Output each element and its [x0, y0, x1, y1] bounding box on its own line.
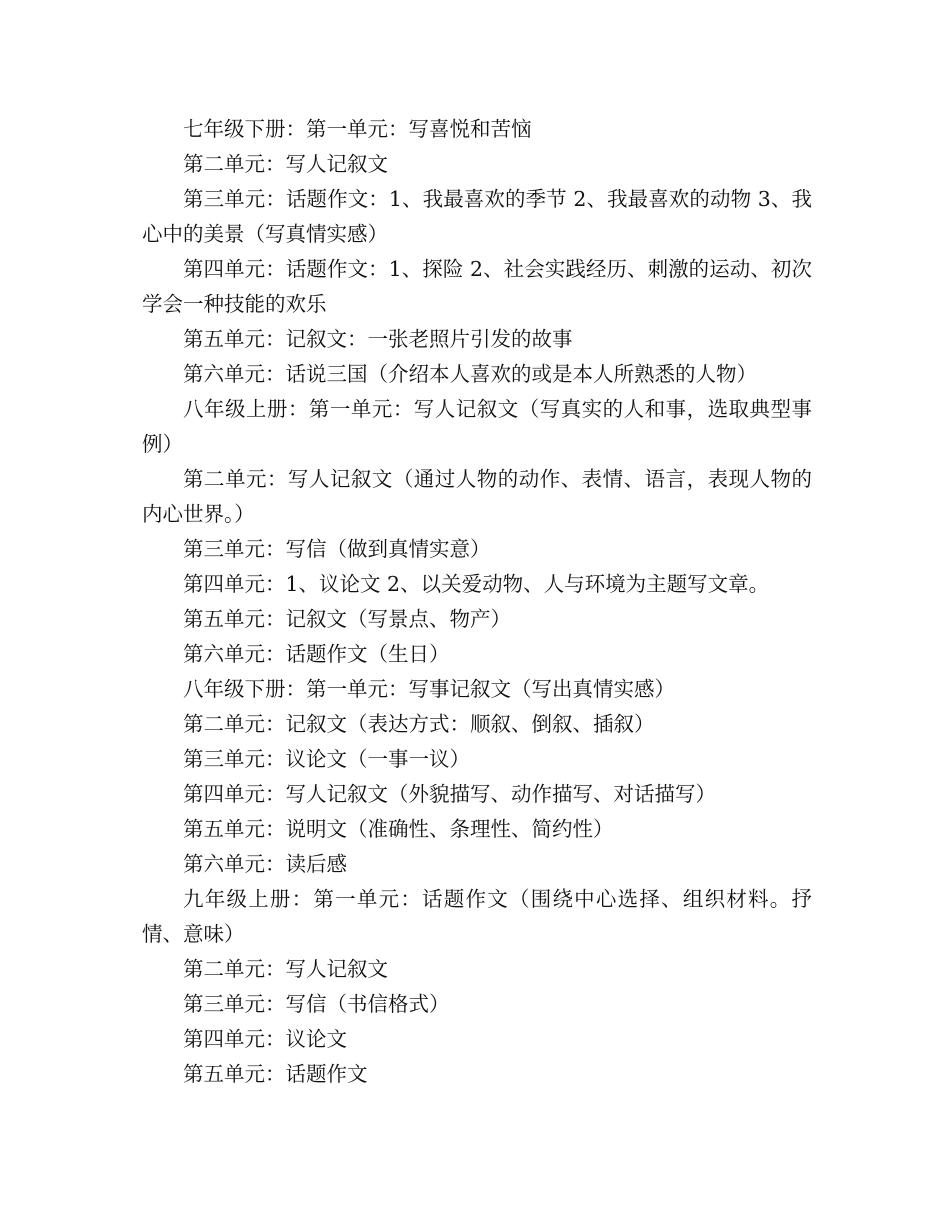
paragraph-grade7-book2-unit5: 第五单元：记叙文：一张老照片引发的故事 [183, 327, 573, 351]
paragraph-grade7-book2-unit1: 七年级下册：第一单元：写喜悦和苦恼 [183, 117, 532, 141]
paragraph-grade8-book1-unit5: 第五单元：记叙文（写景点、物产） [183, 607, 511, 631]
paragraph-grade8-book1-unit3: 第三单元：写信（做到真情实意） [183, 537, 491, 561]
paragraph-grade8-book2-unit2: 第二单元：记叙文（表达方式：顺叙、倒叙、插叙） [183, 712, 655, 736]
paragraph-grade7-book2-unit3: 第三单元：话题作文：1、我最喜欢的季节 2、我最喜欢的动物 3、我心中的美景（写真情实感） [142, 187, 812, 246]
paragraph-grade8-book2-unit4: 第四单元：写人记叙文（外貌描写、动作描写、对话描写） [183, 782, 716, 806]
paragraph-grade9-book1-unit4: 第四单元：议论文 [183, 1027, 347, 1051]
paragraph-grade9-book1-unit2: 第二单元：写人记叙文 [183, 957, 388, 981]
paragraph-grade9-book1-unit3: 第三单元：写信（书信格式） [183, 992, 450, 1016]
paragraph-grade7-book2-unit6: 第六单元：话说三国（介绍本人喜欢的或是本人所熟悉的人物） [183, 362, 757, 386]
paragraph-grade8-book1-unit1: 八年级上册：第一单元：写人记叙文（写真实的人和事，选取典型事例） [142, 397, 812, 456]
document-body [142, 112, 812, 1092]
paragraph-grade9-book1-unit5: 第五单元：话题作文 [183, 1062, 368, 1086]
paragraph-grade8-book2-unit6: 第六单元：读后感 [183, 852, 347, 876]
paragraph-grade8-book1-unit6: 第六单元：话题作文（生日） [183, 642, 450, 666]
paragraph-grade8-book2-unit3: 第三单元：议论文（一事一议） [183, 747, 470, 771]
paragraph-grade8-book1-unit2: 第二单元：写人记叙文（通过人物的动作、表情、语言，表现人物的内心世界。） [142, 467, 812, 526]
paragraph-grade9-book1-unit1: 九年级上册：第一单元：话题作文（围绕中心选择、组织材料。抒情、意味） [142, 887, 812, 946]
paragraph-grade7-book2-unit4: 第四单元：话题作文：1、探险 2、社会实践经历、刺激的运动、初次学会一种技能的欢乐 [142, 257, 812, 316]
paragraph-grade7-book2-unit2: 第二单元：写人记叙文 [183, 152, 388, 176]
paragraph-grade8-book2-unit1: 八年级下册：第一单元：写事记叙文（写出真情实感） [183, 677, 675, 701]
paragraph-grade8-book1-unit4: 第四单元：1、议论文 2、以关爱动物、人与环境为主题写文章。 [183, 572, 770, 596]
paragraph-grade8-book2-unit5: 第五单元：说明文（准确性、条理性、简约性） [183, 817, 614, 841]
